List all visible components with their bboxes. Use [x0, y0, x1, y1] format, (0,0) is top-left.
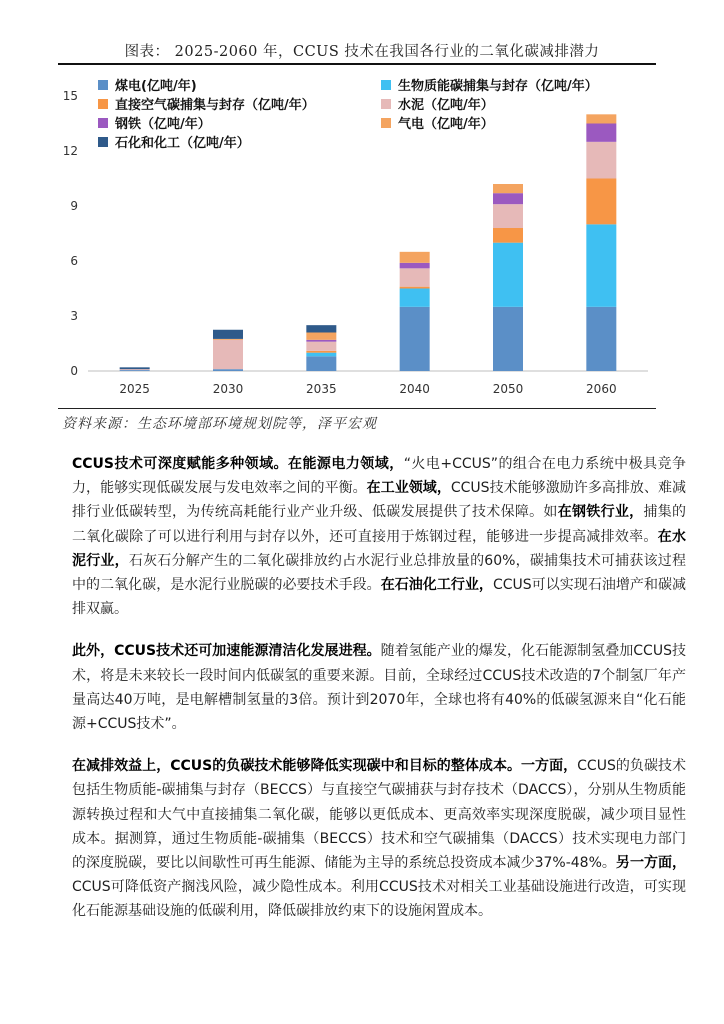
x-tick-label: 2060	[586, 382, 617, 396]
legend-swatch	[98, 137, 108, 147]
bar-segment	[400, 287, 430, 289]
chart-source: 资料来源：生态环境部环境规划院等，泽平宏观	[62, 416, 377, 432]
legend-label: 气电（亿吨/年）	[398, 117, 494, 132]
bar-segment	[400, 289, 430, 307]
body-paragraph	[72, 754, 686, 923]
legend-label: 水泥（亿吨/年）	[398, 98, 494, 113]
bar-segment	[493, 193, 523, 204]
y-tick-label: 9	[70, 199, 78, 213]
bar-segment	[493, 184, 523, 193]
bar-segment	[306, 333, 336, 340]
bold-run: 在水泥行业，	[72, 528, 687, 569]
bar-segment	[586, 307, 616, 371]
bar-segment	[120, 369, 150, 370]
x-tick-label: 2025	[119, 382, 150, 396]
bold-run: 在减排效益上，CCUS的负碳技术能够降低实现碳中和目标的整体成本。一方面，	[72, 758, 578, 775]
x-tick-label: 2035	[306, 382, 337, 396]
body-text	[72, 452, 686, 942]
bar-segment	[493, 243, 523, 307]
y-tick-label: 3	[70, 309, 78, 323]
bar-segment	[400, 307, 430, 371]
legend-label: 生物质能碳捕集与封存（亿吨/年）	[398, 79, 598, 94]
legend-label: 石化和化工（亿吨/年）	[115, 136, 250, 151]
legend-label: 直接空气碳捕集与封存（亿吨/年）	[115, 98, 315, 113]
bold-run: 另一方面，	[615, 855, 686, 872]
text-run: 随着氢能产业的爆发，化石能源制氢叠加CCUS技术，将是未来较长一段时间内低碳氢的重要来源。目前，全球经过CCUS技术改造的7个制氢厂年产量高达40万吨，是电解槽制氢量的3倍。预计到2070年，全球也将有40%的低碳氢源来自“化石能源+CCUS技术”。	[72, 643, 686, 733]
page-title: 图表： 2025-2060 年，CCUS 技术在我国各行业的二氧化碳减排潜力	[124, 44, 600, 60]
legend-swatch	[381, 118, 391, 128]
bar-segment	[400, 252, 430, 263]
bar-segment	[120, 367, 150, 369]
bar-segment	[120, 370, 150, 371]
bold-run: 在钢铁行业，	[557, 504, 644, 521]
text-run: CCUS可以实现石油增产和碳减排双赢。	[72, 577, 687, 618]
bold-run: 此外，CCUS技术还可加速能源清洁化发展进程。	[72, 643, 381, 660]
x-tick-label: 2040	[399, 382, 430, 396]
bar-segment	[586, 114, 616, 123]
y-tick-label: 12	[62, 144, 78, 158]
bold-run: 在石油化工行业，	[380, 577, 493, 594]
y-tick-label: 0	[70, 364, 78, 378]
bar-segment	[400, 263, 430, 269]
body-paragraph	[72, 639, 686, 736]
chart-legend	[98, 78, 598, 151]
y-tick-label: 15	[62, 89, 78, 103]
bar-segment	[306, 351, 336, 353]
legend-swatch	[98, 80, 108, 90]
legend-swatch	[98, 118, 108, 128]
bar-segment	[213, 369, 243, 371]
bar-segment	[213, 330, 243, 339]
text-run: 捕集的二氧化碳除了可以进行利用与封存以外，还可直接用于炼钢过程，能够进一步提高减排效率。	[72, 504, 687, 545]
bar-segment	[306, 353, 336, 357]
text-run: “火电+CCUS”的组合在电力系统中极具竞争力，能够实现低碳发展与发电效率之间的平衡。	[72, 456, 687, 497]
y-tick-label: 6	[70, 254, 78, 268]
bar-segment	[493, 307, 523, 371]
bold-run: 在工业领域，	[366, 480, 451, 497]
legend-label: 煤电(亿吨/年)	[115, 79, 197, 94]
bar-segment	[213, 339, 243, 340]
text-run: 石灰石分解产生的二氧化碳排放约占水泥行业总排放量的60%，碳捕集技术可捕获该过程中的二氧化碳，是水泥行业脱碳的必要技术手段。	[72, 552, 686, 594]
bold-run: CCUS技术可深度赋能多种领域。在能源电力领域，	[72, 456, 404, 472]
stacked-bar-chart	[58, 68, 656, 406]
bar-segment	[493, 228, 523, 243]
bar-segment	[400, 268, 430, 286]
bar-segment	[306, 342, 336, 351]
legend-swatch	[98, 99, 108, 109]
source-divider	[58, 408, 656, 409]
x-tick-label: 2030	[212, 382, 244, 396]
bar-segment	[213, 340, 243, 369]
bar-segment	[586, 124, 616, 142]
bar-segment	[306, 356, 336, 371]
title-divider	[58, 63, 656, 65]
text-run: CCUS的负碳技术包括生物质能-碳捕集与封存（BECCS）与直接空气碳捕获与封存技术（DACCS），分别从生物质能源转换过程和大气中直接捕集二氧化碳，能够以更低成本、更高效率实现深度脱碳，减少项目显性成本。据测算，通过生物质能-碳捕集（BECCS）技术和空气碳捕集（DACCS）技术实现电力部门的深度脱碳，要比以间歇性可再生能源、储能为主导的系统总投资成本减少37%-48%。	[72, 758, 687, 872]
bar-segment	[586, 224, 616, 306]
chart-bars	[120, 114, 617, 371]
bar-segment	[586, 142, 616, 179]
legend-swatch	[381, 99, 391, 109]
legend-swatch	[381, 80, 391, 90]
bar-segment	[586, 179, 616, 225]
x-tick-label: 2050	[492, 382, 524, 396]
bar-segment	[493, 204, 523, 228]
bar-segment	[306, 325, 336, 332]
legend-label: 钢铁（亿吨/年）	[115, 117, 211, 132]
body-paragraph	[72, 452, 686, 621]
bar-segment	[306, 340, 336, 342]
text-run: CCUS可降低资产搁浅风险，减少隐性成本。利用CCUS技术对相关工业基础设施进行改造，可实现化石能源基础设施的低碳利用，降低碳排放约束下的设施闲置成本。	[72, 879, 686, 920]
text-run: CCUS技术能够激励许多高排放、难减排行业低碳转型，为传统高耗能行业产业升级、低碳发展提供了技术保障。如	[72, 480, 687, 521]
